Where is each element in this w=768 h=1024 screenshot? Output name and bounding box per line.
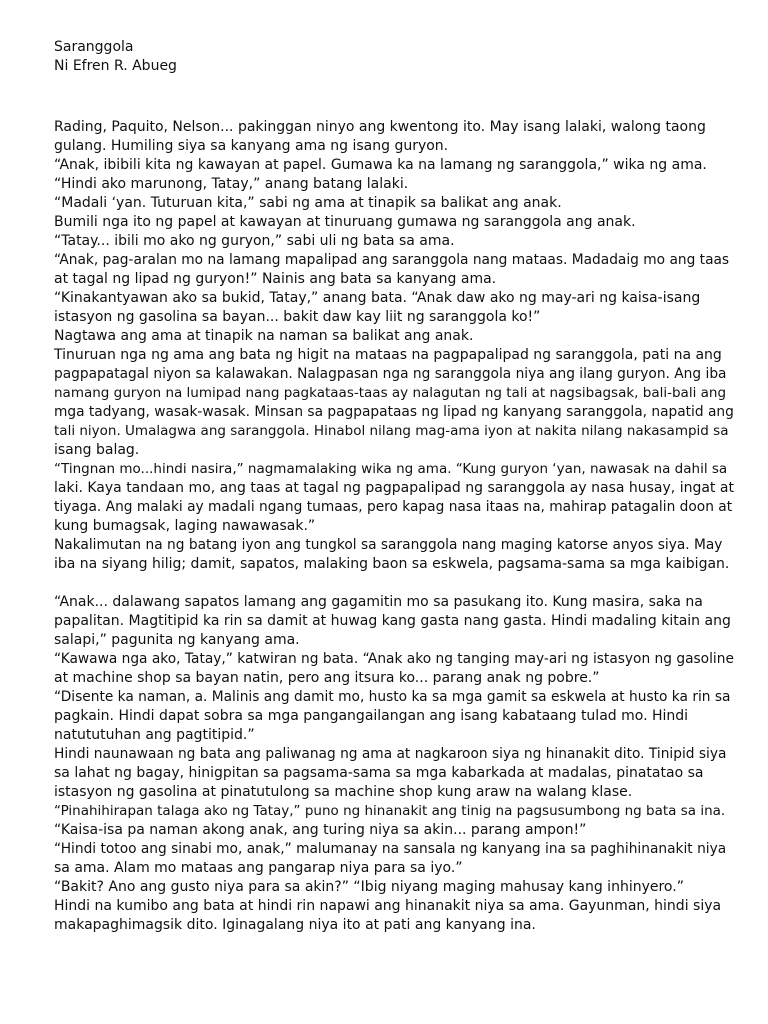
story-line: “Anak, pag-aralan mo na lamang mapalipad ang saranggola nang mataas. Madadaig mo ang taas <box>54 252 730 268</box>
story-line: kung bumagsak, laging nawawasak.” <box>54 518 316 534</box>
story-line: “Kinakantyawan ako sa bukid, Tatay,” anang bata. “Anak daw ako ng may-ari ng kaisa-isang <box>54 290 701 306</box>
story-line: “Hindi ako marunong, Tatay,” anang batang lalaki. <box>54 176 409 192</box>
story-line: pagpapatagal niyon sa kalawakan. Nalagpasan nga ng saranggola niya ang ilang guryon. Ang iba <box>54 366 727 382</box>
story-line: “Tingnan mo...hindi nasira,” nagmamalaking wika ng ama. “Kung guryon ‘yan, nawasak na dahil sa <box>54 461 728 477</box>
story-line: mga tadyang, wasak-wasak. Minsan sa pagpapataas ng lipad ng kanyang saranggola, napatid ang <box>54 404 734 420</box>
story-line: istasyon ng gasolina at pinatutulong sa machine shop kung araw na walang klase. <box>54 784 633 800</box>
story-line: at tagal ng lipad ng guryon!” Nainis ang bata sa kanyang ama. <box>54 271 497 287</box>
story-line: “Anak, ibibili kita ng kawayan at papel. Gumawa ka na lamang ng saranggola,” wika ng ama. <box>54 157 707 173</box>
story-line: Rading, Paquito, Nelson... pakinggan ninyo ang kwentong ito. May isang lalaki, walong taong <box>54 119 706 135</box>
story-line: tiyaga. Ang malaki ay madali ngang tumaas, pero kapag nasa itaas na, mahirap patagalin doon at <box>54 499 733 515</box>
story-line: salapi,” pagunita ng kanyang ama. <box>54 632 300 648</box>
story-line: Hindi naunawaan ng bata ang paliwanag ng ama at nagkaroon siya ng hinanakit dito. Tinipid siya <box>54 746 727 762</box>
story-line: Hindi na kumibo ang bata at hindi rin napawi ang hinanakit niya sa ama. Gayunman, hindi siya <box>54 898 722 914</box>
story-line: “Pinahihirapan talaga ako ng Tatay,” puno ng hinanakit ang tinig na pagsusumbong ng bata sa ina. <box>54 803 726 819</box>
story-line: istasyon ng gasolina sa bayan... bakit daw kay liit ng saranggola ko!” <box>54 309 541 325</box>
story-line: makapaghimagsik dito. Iginagalang niya ito at pati ang kanyang ina. <box>54 917 536 933</box>
paragraph-gap <box>54 574 734 593</box>
story-line: laki. Kaya tandaan mo, ang taas at tagal ng pagpapalipad ng saranggola ay nasa husay, ingat at <box>54 480 734 496</box>
story-line: Nakalimutan na ng batang iyon ang tungkol sa saranggola nang maging katorse anyos siya. May <box>54 537 723 553</box>
story-line: “Hindi totoo ang sinabi mo, anak,” malumanay na sansala ng kanyang ina sa paghihinanakit niya <box>54 841 727 857</box>
story-title: Saranggola <box>54 39 134 55</box>
story-author: Ni Efren R. Abueg <box>54 58 177 74</box>
story-line: “Anak... dalawang sapatos lamang ang gagamitin mo sa pasukang ito. Kung masira, saka na <box>54 594 703 610</box>
story-line: “Kawawa nga ako, Tatay,” katwiran ng bata. “Anak ako ng tanging may-ari ng istasyon ng gasoline <box>54 651 734 667</box>
story-line: isang balag. <box>54 442 140 458</box>
story-line: sa lahat ng bagay, hinigpitan sa pagsama-sama sa mga kabarkada at madalas, pinatatao sa <box>54 765 704 781</box>
document-header <box>54 38 734 76</box>
story-line: Nagtawa ang ama at tinapik na naman sa balikat ang anak. <box>54 328 474 344</box>
story-line: pagkain. Hindi dapat sobra sa mga pangangailangan ang isang kabataang tulad mo. Hindi <box>54 708 689 724</box>
story-line: natututuhan ang pagtitipid.” <box>54 727 255 743</box>
story-line: iba na siyang hilig; damit, sapatos, malaking baon sa eskwela, pagsama-sama sa mga kaibigan. <box>54 556 730 572</box>
story-line: “Bakit? Ano ang gusto niya para sa akin?” “Ibig niyang maging mahusay kang inhinyero.” <box>54 879 684 895</box>
story-line: Tinuruan nga ng ama ang bata ng higit na mataas na pagpapalipad ng saranggola, pati na ang <box>54 347 722 363</box>
story-line: sa ama. Alam mo mataas ang pangarap niya para sa iyo.” <box>54 860 463 876</box>
story-line: namang guryon na lumipad nang pagkataas-taas ay nalagutan ng tali at nagsibagsak, bali-bali ang <box>54 385 727 401</box>
story-line: tali niyon. Umalagwa ang saranggola. Hinabol nilang mag-ama iyon at nakita nilang nakasampid sa <box>54 423 729 439</box>
story-body <box>54 118 734 935</box>
story-line: “Disente ka naman, a. Malinis ang damit mo, husto ka sa mga gamit sa eskwela at husto ka rin sa <box>54 689 731 705</box>
story-line: “Kaisa-isa pa naman akong anak, ang turing niya sa akin... parang ampon!” <box>54 822 587 838</box>
story-line: “Madali ‘yan. Tuturuan kita,” sabi ng ama at tinapik sa balikat ang anak. <box>54 195 562 211</box>
story-line: papalitan. Magtitipid ka rin sa damit at huwag kang gasta nang gasta. Hindi madaling kitain ang <box>54 613 731 629</box>
story-line: “Tatay... ibili mo ako ng guryon,” sabi uli ng bata sa ama. <box>54 233 455 249</box>
story-line: at machine shop sa bayan natin, pero ang itsura ko... parang anak ng pobre.” <box>54 670 600 686</box>
story-line: gulang. Humiling siya sa kanyang ama ng isang guryon. <box>54 138 449 154</box>
story-line: Bumili nga ito ng papel at kawayan at tinuruang gumawa ng saranggola ang anak. <box>54 214 636 230</box>
